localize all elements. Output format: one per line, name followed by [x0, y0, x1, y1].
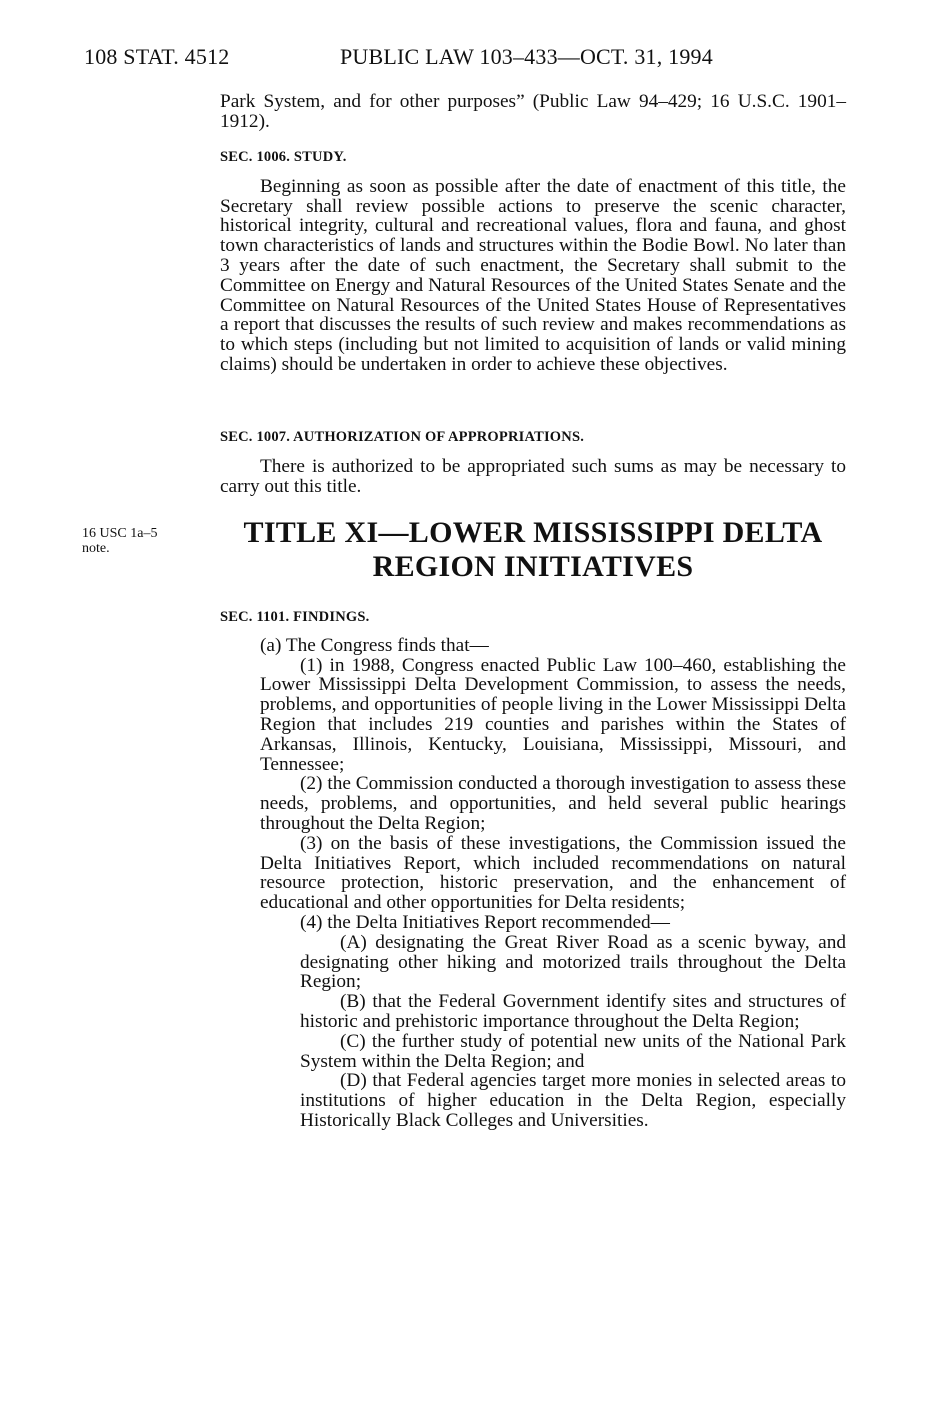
subparagraph-b: (B) that the Federal Government identify sites and structures of historic and prehistoric importance throughout the Delta Region;	[300, 991, 846, 1032]
section-text: There is authorized to be appropriated such sums as may be necessary to carry out this title.	[220, 455, 846, 497]
section-1006	[220, 148, 846, 375]
section-heading: SEC. 1101. FINDINGS.	[220, 609, 370, 625]
margin-note	[82, 526, 157, 556]
margin-note-label: note.	[82, 541, 110, 556]
section-1101	[220, 608, 846, 1131]
page-number: 108 STAT. 4512	[84, 44, 230, 69]
title-line-2: REGION INITIATIVES	[372, 550, 694, 583]
title-heading	[220, 516, 846, 584]
section-1005-continuation	[220, 92, 846, 132]
margin-note-citation: 16 USC 1a–5	[82, 526, 158, 541]
running-head: PUBLIC LAW 103–433—OCT. 31, 1994	[340, 44, 713, 69]
section-text: Beginning as soon as possible after the date of enactment of this title, the Secretary shall review possible actions to preserve the scenic character, historical integrity, cultural and recreational values, flora and fauna, and ghost town characteristics of lands and structures within the Bodie Bowl. No later than 3 years after the date of such enactment, the Secretary shall submit to the Committee on Energy and Natural Resources of the United States Senate and the Committee on Natural Resources of the United States House of Representatives a report that discusses the results of such review and makes recommendations as to which steps (including but not limited to acquisition of lands or valid mining claims) should be undertaken in order to achieve these objectives.	[220, 175, 846, 375]
finding-paragraph-1: (1) in 1988, Congress enacted Public Law 100–460, establishing the Lower Mississippi Delta Development Commission, to assess the needs, problems, and opportunities of people living in the Lower Mississippi Delta Region that includes 219 counties and parishes within the States of Arkansas, Illinois, Kentucky, Louisiana, Mississippi, Missouri, and Tennessee;	[260, 654, 846, 775]
finding-paragraph-3: (3) on the basis of these investigations, the Commission issued the Delta Initiatives Report, which included recommendations on natural resource protection, historic preservation, and the enhancement of educational and other opportunities for Delta residents;	[260, 832, 846, 914]
subparagraph-c: (C) the further study of potential new units of the National Park System within the Delta Region; and	[300, 1030, 846, 1072]
section-heading: SEC. 1006. STUDY.	[220, 149, 347, 165]
subparagraph-a: (A) designating the Great River Road as a scenic byway, and designating other hiking and motorized trails throughout the Delta Region;	[300, 931, 846, 993]
continuation-text: Park System, and for other purposes” (Public Law 94–429; 16 U.S.C. 1901–1912).	[220, 91, 846, 132]
finding-paragraph-4: (4) the Delta Initiatives Report recommended—	[300, 911, 670, 933]
findings-intro: (a) The Congress finds that—	[260, 634, 489, 656]
section-1007	[220, 428, 846, 496]
title-line-1: TITLE XI—LOWER MISSISSIPPI DELTA	[243, 516, 823, 549]
finding-paragraph-2: (2) the Commission conducted a thorough investigation to assess these needs, problems, and opportunities, and held several public hearings throughout the Delta Region;	[260, 773, 846, 834]
subparagraph-d: (D) that Federal agencies target more monies in selected areas to institutions of higher education in the Delta Region, especially Historically Black Colleges and Universities.	[300, 1070, 846, 1131]
section-heading: SEC. 1007. AUTHORIZATION OF APPROPRIATIONS.	[220, 429, 585, 445]
